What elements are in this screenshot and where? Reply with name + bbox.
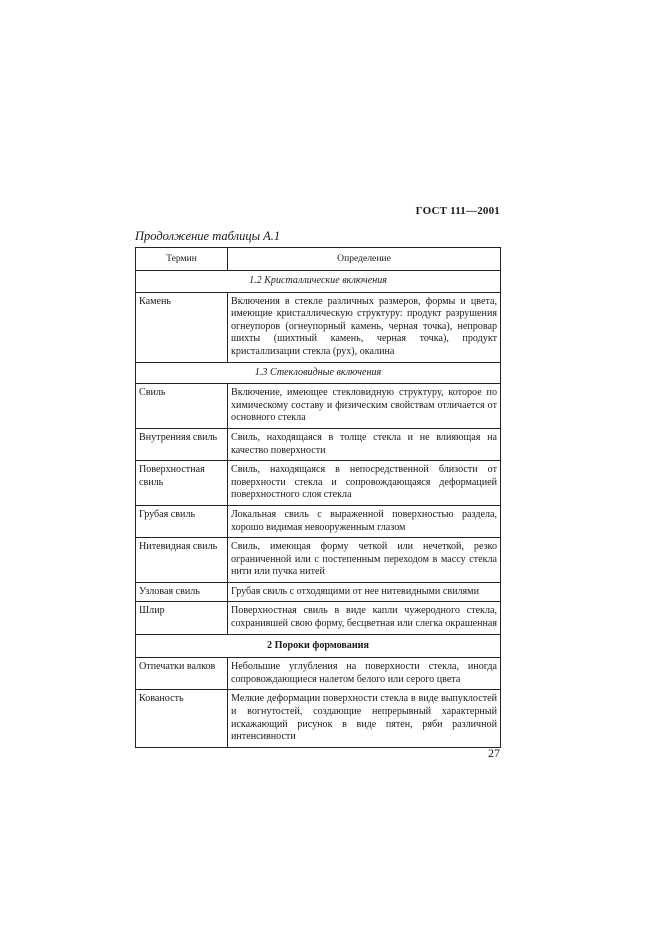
definition-cell: Свиль, находящаяся в толще стекла и не влияющая на качество поверхности (228, 428, 501, 460)
table-row (136, 582, 501, 602)
section-title: 2 Пороки формования (136, 634, 501, 658)
term-cell: Нитевидная свиль (136, 538, 228, 583)
table-row (136, 658, 501, 690)
definition-cell: Поверхностная свиль в виде капли чужеродного стекла, сохранившей свою форму, бесцветная или слегка окрашенная (228, 602, 501, 634)
page-number: 27 (488, 746, 500, 760)
term-cell: Поверхностная свиль (136, 461, 228, 506)
table-row (136, 690, 501, 747)
definition-cell: Свиль, имеющая форму четкой или нечеткой, резко ограниченной или с постепенным переходом в массу стекла нити или пучка нитей (228, 538, 501, 583)
terms-table (135, 247, 501, 748)
table-row (136, 505, 501, 537)
table-header-row (136, 248, 501, 271)
term-cell: Грубая свиль (136, 505, 228, 537)
column-header-definition: Определение (228, 248, 501, 271)
table-row (136, 384, 501, 429)
section-row (136, 271, 501, 293)
term-cell: Отпечатки валков (136, 658, 228, 690)
definition-cell: Включения в стекле различных размеров, формы и цвета, имеющие кристаллическую структуру: продукт разрушения огнеупоров (огнеупорный камень, черная точка), непровар шихты (шихтный камень, черная точка), продукт кристаллизации стекла (рух), окалина (228, 292, 501, 362)
term-cell: Узловая свиль (136, 582, 228, 602)
term-cell: Камень (136, 292, 228, 362)
definition-cell: Свиль, находящаяся в непосредственной близости от поверхности стекла и сопровождающаяся деформацией поверхностного слоя стекла (228, 461, 501, 506)
term-cell: Внутренняя свиль (136, 428, 228, 460)
table-row (136, 461, 501, 506)
table-row (136, 538, 501, 583)
column-header-term: Термин (136, 248, 228, 271)
term-cell: Свиль (136, 384, 228, 429)
definition-cell: Грубая свиль с отходящими от нее нитевидными свилями (228, 582, 501, 602)
definition-cell: Небольшие углубления на поверхности стекла, иногда сопровождающиеся налетом белого или серого цвета (228, 658, 501, 690)
table-caption: Продолжение таблицы А.1 (135, 229, 281, 243)
section-title: 1.2 Кристаллические включения (136, 271, 501, 293)
table-row (136, 428, 501, 460)
definition-cell: Включение, имеющее стекловидную структуру, которое по химическому составу и физическим свойствам отличается от основного стекла (228, 384, 501, 429)
term-cell: Шлир (136, 602, 228, 634)
term-cell: Кованость (136, 690, 228, 747)
section-row (136, 362, 501, 384)
definition-cell: Локальная свиль с выраженной поверхностью раздела, хорошо видимая невооруженным глазом (228, 505, 501, 537)
table-row (136, 292, 501, 362)
section-title: 1.3 Стекловидные включения (136, 362, 501, 384)
section-row (136, 634, 501, 658)
document-code: ГОСТ 111—2001 (415, 205, 500, 217)
definition-cell: Мелкие деформации поверхности стекла в виде выпуклостей и вогнутостей, создающие непрерывный характерный искажающий рисунок в виде пятен, ряби различной интенсивности (228, 690, 501, 747)
table-row (136, 602, 501, 634)
